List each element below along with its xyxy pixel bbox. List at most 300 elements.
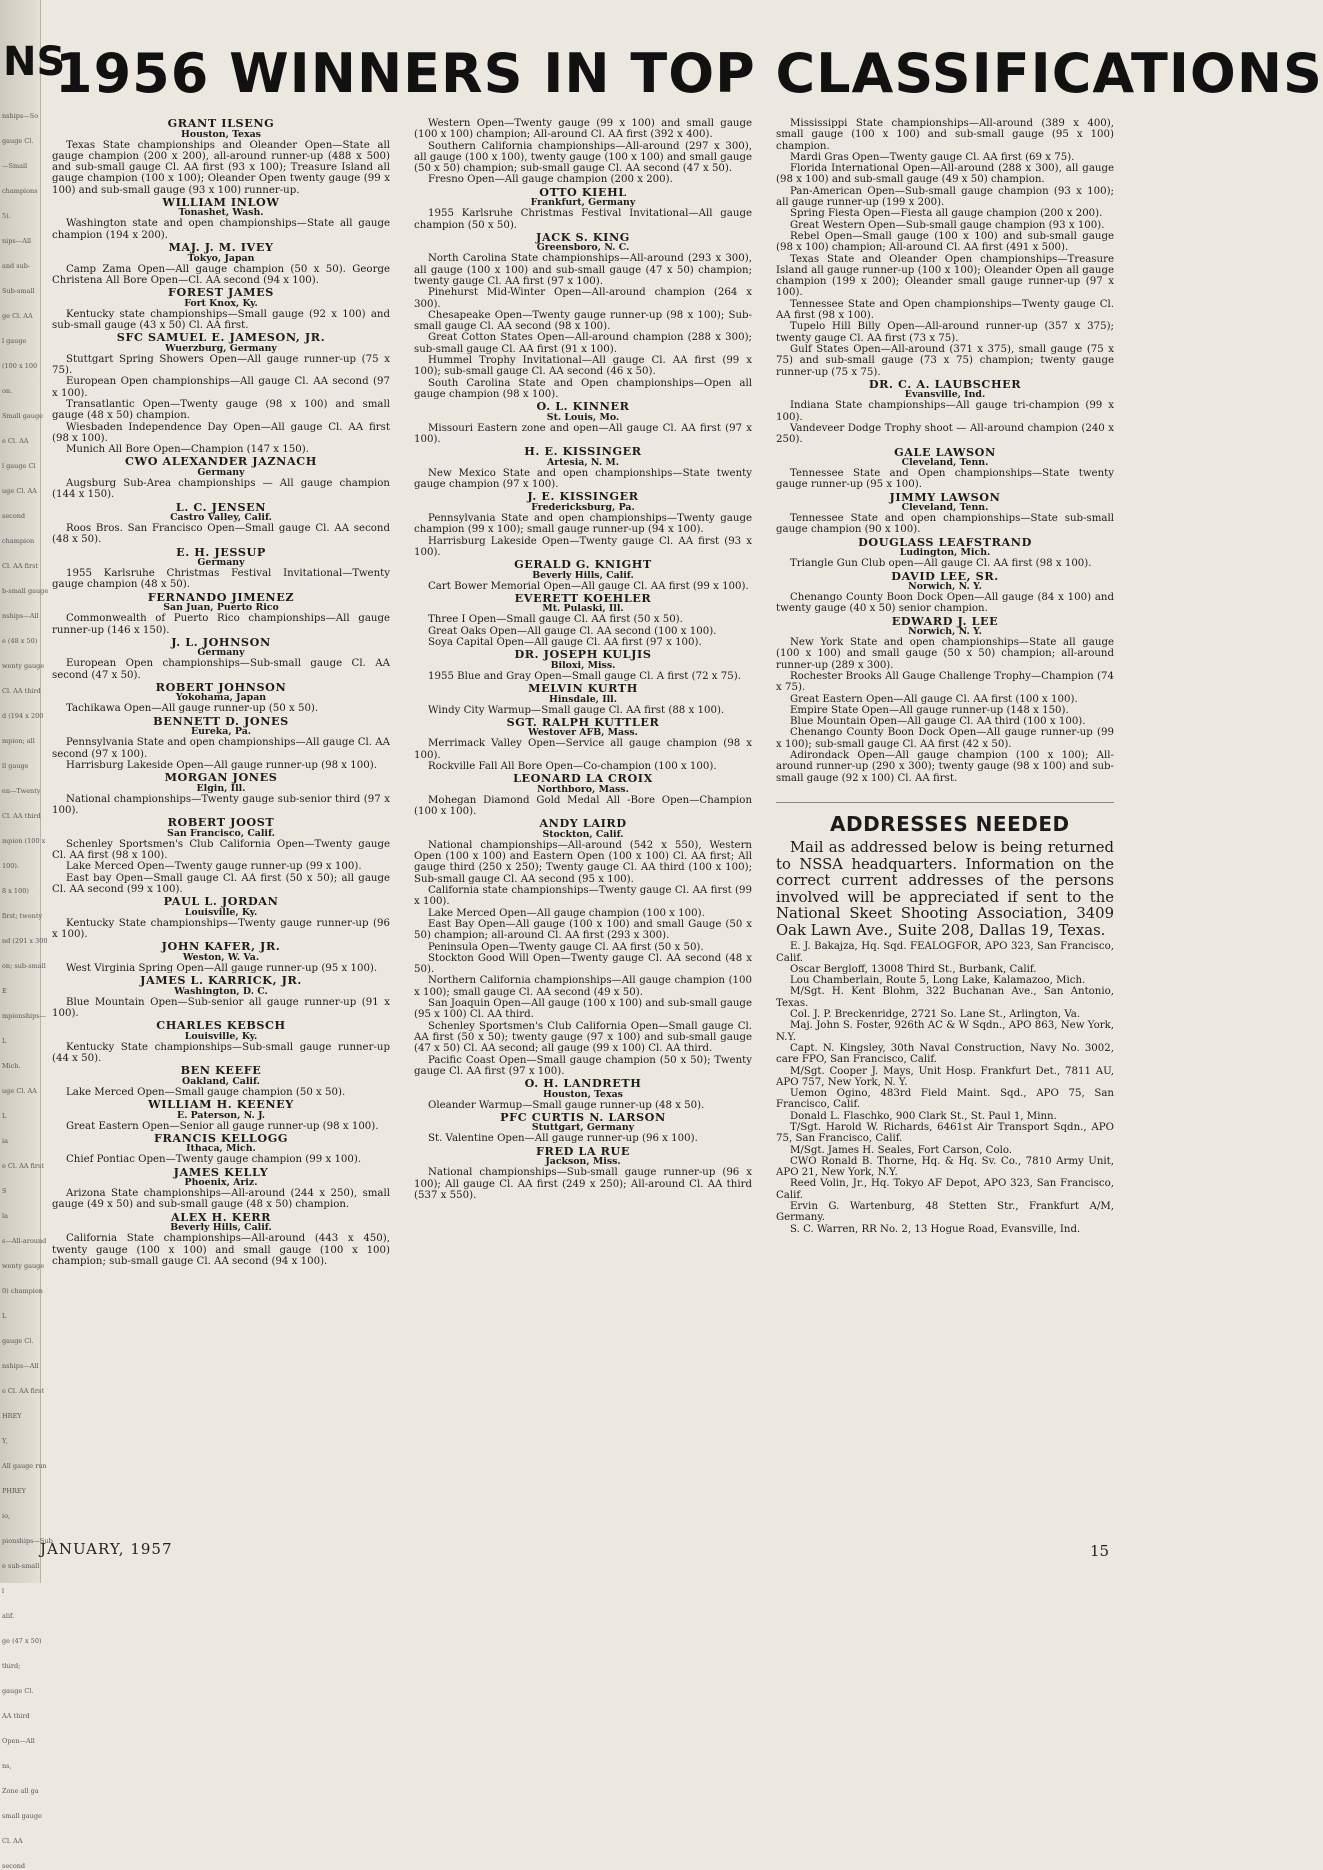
winner-result: South Carolina State and Open championships—Open all gauge champion (98 x 100).: [414, 377, 752, 400]
winner-entry: [52, 499, 390, 546]
winner-location: Frankfurt, Germany: [530, 197, 636, 209]
address-item: Donald L. Flaschko, 900 Clark St., St. Paul 1, Minn.: [790, 1110, 1057, 1122]
previous-page-fragment: Sub-small: [2, 287, 35, 295]
winner-name: FRED LA RUE: [536, 1143, 630, 1158]
previous-page-fragment: on.: [2, 387, 13, 395]
winner-result: Roos Bros. San Francisco Open—Small gauge Cl. AA second (48 x 50).: [52, 523, 390, 546]
addresses-intro: Mail as addressed below is being returned to NSSA headquarters. Information on the correct current addresses of the persons involved will be appreciated if sent to the National Skeet Shooting Association, 3409 Oak Lawn Ave., Suite 208, Dallas 19, Texas.: [776, 839, 1114, 939]
winner-result: Western Open—Twenty gauge (99 x 100) and small gauge (100 x 100) champion; All-around Cl. AA first (392 x 400).: [414, 118, 752, 141]
winner-result: Gulf States Open—All-around (371 x 375), small gauge (75 x 75) and sub-small gauge (73 x 75) champion; twenty gauge runner-up (75 x 75).: [776, 343, 1114, 378]
winner-name: EDWARD J. LEE: [891, 613, 999, 628]
winner-location: Stockton, Calif.: [542, 828, 624, 840]
winner-entry: [52, 772, 390, 816]
winner-entry: [414, 649, 752, 682]
previous-page-fragment: mpion; all: [2, 737, 35, 745]
winner-result: Missouri Eastern zone and open—All gauge Cl. AA first (97 x 100).: [414, 422, 752, 446]
winner-result: Augsburg Sub-Area championships — All gauge champion (144 x 150).: [52, 477, 390, 501]
footer-date: JANUARY, 1957: [40, 1540, 173, 1558]
winner-result: California State championships—All-around (443 x 450), twenty gauge (100 x 100) and small gauge (100 x 100) champion; sub-small gauge Cl. AA second (94 x 100).: [52, 1233, 390, 1267]
winner-result: Vandeveer Dodge Trophy shoot — All-around champion (240 x 250).: [776, 422, 1114, 446]
winner-location: Beverly Hills, Calif.: [170, 1222, 272, 1234]
previous-page-fragment: third;: [2, 1662, 21, 1670]
winner-result: Texas State championships and Oleander Open—State all gauge champion (200 x 200), all-around runner-up (488 x 500) and sub-small gauge Cl. AA first (93 x 100); Treasure Island all gauge champion (100 x 100); Oleander Open twenty gauge (99 x 100) and sub-small gauge (93 x 100) runner-up.: [52, 139, 390, 196]
winner-result: Munich All Bore Open—Champion (147 x 150).: [66, 444, 309, 456]
previous-page-fragment: first; twenty: [2, 912, 43, 920]
winner-entry: [776, 444, 1114, 491]
winner-entry: [52, 817, 390, 895]
previous-page-fragment: Mich.: [2, 1062, 21, 1070]
winner-result: Kentucky State championships—Sub-small gauge runner-up (44 x 50).: [52, 1041, 390, 1064]
winner-result: Peninsula Open—Twenty gauge Cl. AA first (50 x 50).: [428, 941, 704, 953]
winner-result: Chenango County Boon Dock Open—All gauge (84 x 100) and twenty gauge (40 x 50) senior champion.: [776, 592, 1114, 615]
winner-result: Merrimack Valley Open—Service all gauge champion (98 x 100).: [414, 738, 752, 761]
winner-location: St. Louis, Mo.: [546, 411, 620, 423]
previous-page-fragment: L: [2, 1312, 7, 1320]
winner-result: Great Eastern Open—All gauge Cl. AA first (100 x 100).: [790, 693, 1078, 705]
previous-page-fragment: nd (291 x 300: [2, 937, 48, 945]
previous-page-fragment: nips—All: [2, 237, 32, 245]
winner-location: Houston, Texas: [181, 128, 261, 140]
addresses-title: ADDRESSES NEEDED: [830, 811, 1070, 836]
winner-entry: [414, 491, 752, 558]
winner-location: Germany: [197, 466, 245, 478]
winner-entry: [776, 613, 1114, 784]
previous-page-fragment: nships—All: [2, 1362, 39, 1370]
previous-page-fragment: —Small: [2, 162, 28, 170]
winner-entry: [52, 1130, 390, 1166]
previous-page-fragment: wenty gauge: [2, 662, 45, 670]
previous-page-fragment: l gauge: [2, 337, 27, 345]
winner-name: FRANCIS KELLOGG: [153, 1130, 289, 1145]
winner-result: 1955 Karlsruhe Christmas Festival Invitational—All gauge champion (50 x 50).: [414, 208, 752, 231]
winner-result: Chesapeake Open—Twenty gauge runner-up (98 x 100); Sub-small gauge Cl. AA second (98 x 100).: [414, 309, 752, 333]
winner-name: SGT. RALPH KUTTLER: [506, 714, 660, 729]
winner-entry: [414, 118, 752, 186]
winner-entry: [776, 376, 1114, 446]
previous-page-fragment: wenty gauge: [2, 1262, 45, 1270]
winner-location: Yokohama, Japan: [175, 692, 267, 704]
winner-name: BEN KEEFE: [180, 1063, 262, 1078]
winner-result: National championships—Sub-small gauge runner-up (96 x 100); All gauge Cl. AA first (249 x 250); All-around Cl. AA third (537 x 550).: [414, 1167, 752, 1201]
winner-result: San Joaquin Open—All gauge (100 x 100) and sub-small gauge (95 x 100) Cl. AA third.: [414, 998, 752, 1021]
winner-result: Rebel Open—Small gauge (100 x 100) and sub-small gauge (98 x 100) champion; All-around Cl. AA first (491 x 500).: [776, 230, 1114, 254]
winner-entry: [52, 1065, 390, 1098]
previous-page-fragment: uge Cl. AA: [2, 487, 37, 495]
winner-name: BENNETT D. JONES: [153, 713, 289, 728]
winner-result: Southern California championships—All-around (297 x 300), all gauge (100 x 100), twenty gauge (100 x 100) and small gauge (50 x 50) champion; sub-small gauge Cl. AA second (47 x 50).: [414, 140, 752, 175]
winner-entry: [52, 679, 390, 715]
winner-entry: [414, 714, 752, 772]
winner-location: Westover AFB, Mass.: [528, 727, 638, 739]
winner-result: Adirondack Open—All gauge champion (100 x 100); All-around runner-up (290 x 300); twenty gauge (98 x 100) and sub-small gauge (92 x 100) Cl. AA first.: [776, 750, 1114, 784]
winner-result: Spring Fiesta Open—Fiesta all gauge champion (200 x 200).: [790, 208, 1103, 220]
winner-result: Camp Zama Open—All gauge champion (50 x 50). George Christena All Bore Open—Cl. AA second (94 x 100).: [52, 263, 390, 286]
winner-result: Tennessee State and Open championships—State twenty gauge runner-up (95 x 100).: [776, 468, 1114, 491]
winner-result: Commonwealth of Puerto Rico championships—All gauge runner-up (146 x 150).: [52, 613, 390, 636]
previous-page-fragment: 8 x 100): [2, 887, 29, 895]
winner-location: Fort Knox, Ky.: [184, 297, 258, 309]
winner-result: Schenley Sportsmen's Club California Open—Small gauge Cl. AA first (50 x 50); twenty gauge (97 x 100) and sub-small gauge (47 x 50) Cl. AA second; all gauge (99 x 100) Cl. AA third.: [414, 1020, 752, 1055]
winner-result: Chenango County Boon Dock Open—All gauge runner-up (99 x 100); sub-small gauge Cl. AA first (42 x 50).: [776, 727, 1114, 750]
previous-page-fragment: Open—All: [2, 1737, 35, 1745]
section-divider: [776, 802, 1114, 803]
previous-page-fragment: and sub-: [2, 262, 31, 270]
winner-location: Tonashet, Wash.: [178, 207, 264, 219]
winner-result: Stuttgart Spring Showers Open—All gauge runner-up (75 x 75).: [52, 353, 390, 377]
winner-entry: [52, 332, 390, 455]
winner-entry: [52, 242, 390, 286]
previous-page-fragment: NS: [3, 39, 66, 85]
winner-result: Mardi Gras Open—Twenty gauge Cl. AA first (69 x 75).: [790, 151, 1075, 163]
winner-result: Rochester Brooks All Gauge Challenge Trophy—Champion (74 x 75).: [776, 670, 1114, 694]
winner-result: North Carolina State championships—All-around (293 x 300), all gauge (100 x 100) and sub-small gauge (47 x 50) champion; twenty gauge Cl. AA first (97 x 100).: [414, 253, 752, 287]
winner-location: Biloxi, Miss.: [550, 659, 616, 671]
winner-name: PFC CURTIS N. LARSON: [500, 1109, 666, 1124]
address-item: S. C. Warren, RR No. 2, 13 Hogue Road, Evansville, Ind.: [790, 1223, 1081, 1235]
winner-result: Harrisburg Lakeside Open—Twenty gauge Cl. AA first (93 x 100).: [414, 535, 752, 558]
winner-result: Kentucky State championships—Twenty gauge runner-up (96 x 100).: [52, 917, 390, 940]
winner-entry: [52, 1209, 390, 1267]
winner-entry: [414, 559, 752, 592]
previous-page-fragment: b-small gauge: [2, 587, 49, 595]
address-item: E. J. Bakajza, Hq. Sqd. FEALOGFOR, APO 323, San Francisco, Calif.: [776, 941, 1114, 964]
winner-result: Great Cotton States Open—All-around champion (288 x 300); sub-small gauge Cl. AA first (91 x 100).: [414, 332, 752, 355]
winner-name: GERALD G. KNIGHT: [514, 557, 652, 572]
winner-name: GRANT ILSENG: [167, 116, 275, 130]
address-item: Ervin G. Wartenburg, 48 Stetten Str., Frankfurt A/M, Germany.: [776, 1201, 1114, 1224]
winner-name: DOUGLASS LEAFSTRAND: [858, 534, 1032, 549]
previous-page-fragment: second: [2, 512, 26, 520]
page-headline: 1956 WINNERS IN TOP CLASSIFICATIONS: [55, 42, 1323, 105]
winner-result: Texas State and Oleander Open championships—Treasure Island all gauge runner-up (100 x 100); Oleander Open all gauge champion (199 x 200); Oleander small gauge runner-up (97 x 100).: [776, 253, 1114, 299]
winner-entry: [414, 683, 752, 716]
winner-location: Northboro, Mass.: [537, 783, 629, 795]
winner-name: CWO ALEXANDER JAZNACH: [125, 454, 317, 469]
winner-location: Wuerzburg, Germany: [165, 342, 277, 354]
winner-location: Cleveland, Tenn.: [901, 502, 989, 514]
winner-entry: [414, 1078, 752, 1111]
winner-result: Schenley Sportsmen's Club California Open—Twenty gauge Cl. AA first (98 x 100).: [52, 838, 390, 861]
winner-result: Pan-American Open—Sub-small gauge champion (93 x 100); all gauge runner-up (199 x 200).: [776, 185, 1114, 209]
previous-page-fragment: l gauge Cl: [2, 462, 36, 470]
winner-location: Phoenix, Ariz.: [184, 1177, 258, 1189]
previous-page-fragment: PHREY: [2, 1487, 26, 1495]
previous-page-fragment: small gauge: [2, 1812, 42, 1820]
previous-page-fragment: E: [2, 987, 7, 995]
previous-page-fragment: uge Cl. AA: [2, 1087, 37, 1095]
winners-column-1: [52, 118, 390, 1268]
winner-entry: [52, 1164, 390, 1211]
previous-page-fragment: Small gauge: [2, 412, 43, 420]
winner-result: Pinehurst Mid-Winter Open—All-around champion (264 x 300).: [414, 287, 752, 310]
winner-location: Fredericksburg, Pa.: [531, 501, 635, 513]
previous-page-fragment: L: [2, 1037, 7, 1045]
winner-entry: [52, 456, 390, 500]
previous-page-edge: [0, 0, 66, 1870]
winner-result: Florida International Open—All-around (288 x 300), all gauge (98 x 100) and sub-small gauge (49 x 50) champion.: [776, 163, 1114, 186]
winner-result: Indiana State championships—All gauge tri-champion (99 x 100).: [776, 400, 1114, 423]
winner-name: MORGAN JONES: [164, 770, 278, 785]
winner-location: Louisville, Ky.: [184, 1030, 258, 1042]
winner-result: Northern California championships—All gauge champion (100 x 100); small gauge Cl. AA second (49 x 50).: [414, 975, 752, 998]
winner-result: Great Oaks Open—All gauge Cl. AA second (100 x 100).: [428, 625, 717, 637]
winner-result: Lake Merced Open—Twenty gauge runner-up (99 x 100).: [66, 861, 362, 873]
winner-result: New Mexico State and open championships—State twenty gauge champion (97 x 100).: [414, 467, 752, 491]
winner-result: Tupelo Hill Billy Open—All-around runner-up (357 x 375); twenty gauge Cl. AA first (73 x 75).: [776, 321, 1114, 344]
winner-entry: [776, 489, 1114, 536]
winner-result: Windy City Warmup—Small gauge Cl. AA first (88 x 100).: [428, 704, 725, 716]
previous-page-fragment: 100).: [2, 862, 20, 870]
winner-location: Ithaca, Mich.: [186, 1143, 256, 1155]
winner-name: JOHN KAFER, JR.: [161, 939, 281, 954]
previous-page-fragment: io,: [2, 1512, 11, 1520]
winner-entry: [414, 401, 752, 445]
winner-location: Stuttgart, Germany: [531, 1122, 635, 1134]
winner-result: St. Valentine Open—All gauge runner-up (96 x 100).: [428, 1133, 698, 1145]
previous-page-fragment: e Cl. AA first: [2, 1387, 44, 1395]
address-item: Lou Chamberlain, Route 5, Long Lake, Kalamazoo, Mich.: [790, 975, 1086, 987]
winner-name: ROBERT JOOST: [167, 815, 275, 830]
winner-result: Washington state and open championships—State all gauge champion (194 x 200).: [52, 218, 390, 241]
address-item: Uemon Ogino, 483rd Field Maint. Sqd., APO 75, San Francisco, Calif.: [776, 1088, 1114, 1111]
winner-result: Blue Mountain Open—All gauge Cl. AA third (100 x 100).: [790, 716, 1086, 728]
winner-name: ROBERT JOHNSON: [155, 679, 287, 694]
winners-column-3: [776, 118, 1114, 1235]
winner-name: L. C. JENSEN: [175, 499, 267, 514]
winner-entry: [52, 1020, 390, 1064]
winner-name: O. L. KINNER: [536, 399, 630, 414]
previous-page-fragment: ge (47 x 50): [2, 1637, 42, 1645]
winner-entry: [52, 118, 390, 196]
winner-name: PAUL L. JORDAN: [163, 894, 279, 909]
winner-location: San Francisco, Calif.: [167, 827, 275, 839]
winners-column-2: [414, 118, 752, 1202]
winner-entry: [776, 118, 1114, 378]
winner-result: European Open championships—All gauge Cl. AA second (97 x 100).: [52, 376, 390, 399]
winner-result: Tennessee State and Open championships—Twenty gauge Cl. AA first (98 x 100).: [776, 298, 1114, 322]
winner-name: CHARLES KEBSCH: [156, 1018, 286, 1033]
winner-result: Mohegan Diamond Gold Medal All -Bore Open—Champion (100 x 100).: [414, 794, 752, 818]
winner-location: Jackson, Miss.: [545, 1156, 621, 1168]
address-item: Capt. N. Kingsley, 30th Naval Construction, Navy No. 3002, care FPO, San Francisco, Calif.: [776, 1042, 1114, 1066]
winner-name: J. L. JOHNSON: [171, 634, 271, 649]
winner-name: FOREST JAMES: [168, 285, 274, 300]
previous-page-fragment: Cl. AA third: [2, 687, 41, 695]
winner-result: Pennsylvania State and open championships—All gauge Cl. AA second (97 x 100).: [52, 737, 390, 760]
winner-entry: [414, 229, 752, 400]
winner-result: Fresno Open—All gauge champion (200 x 200).: [428, 174, 673, 186]
winner-entry: [52, 713, 390, 771]
winner-result: Hummel Trophy Invitational—All gauge Cl. AA first (99 x 100); sub-small gauge Cl. AA second (46 x 50).: [414, 355, 752, 378]
winner-location: Louisville, Ky.: [184, 906, 258, 918]
winner-location: Germany: [197, 647, 245, 659]
previous-page-fragment: L: [2, 1112, 7, 1120]
winner-name: H. E. KISSINGER: [524, 444, 642, 459]
winner-entry: [776, 568, 1114, 615]
winner-location: Eureka, Pa.: [190, 726, 252, 738]
winner-location: Greensboro, N. C.: [536, 242, 630, 254]
winner-location: Tokyo, Japan: [187, 252, 255, 264]
previous-page-fragment: S: [2, 1187, 7, 1195]
winner-name: GALE LAWSON: [894, 444, 996, 459]
winner-result: Tachikawa Open—All gauge runner-up (50 x 50).: [66, 703, 319, 715]
winner-entry: [52, 287, 390, 331]
winner-result: Tennessee State and open championships—State sub-small gauge champion (90 x 100).: [776, 513, 1114, 536]
winner-name: DR. JOSEPH KULJIS: [514, 647, 652, 662]
winner-entry: [776, 534, 1114, 570]
previous-page-fragment: ge Cl. AA: [2, 312, 33, 320]
winner-location: Ludington, Mich.: [899, 547, 991, 559]
winner-result: West Virginia Spring Open—All gauge runner-up (95 x 100).: [66, 962, 378, 974]
previous-page-fragment: en—Twenty: [2, 787, 41, 795]
previous-page-fragment: 0) champion: [2, 1287, 43, 1295]
address-item: M/Sgt. Cooper J. Mays, Unit Hosp. Frankfurt Det., 7811 AU, APO 757, New York, N. Y.: [776, 1065, 1114, 1088]
previous-page-fragment: champions: [2, 187, 38, 195]
winner-entry: [414, 446, 752, 490]
winner-name: O. H. LANDRETH: [524, 1076, 642, 1091]
winner-result: Great Eastern Open—Senior all gauge runner-up (98 x 100).: [66, 1120, 379, 1132]
address-item: Reed Volin, Jr., Hq. Tokyo AF Depot, APO 323, San Francisco, Calif.: [776, 1178, 1114, 1201]
winner-name: DR. C. A. LAUBSCHER: [868, 376, 1022, 391]
address-item: M/Sgt. James H. Seales, Fort Carson, Colo.: [790, 1144, 1013, 1156]
winner-name: OTTO KIEHL: [539, 184, 627, 199]
address-item: Col. J. P. Breckenridge, 2721 So. Lane St., Arlington, Va.: [790, 1009, 1081, 1021]
winner-entry: [414, 818, 752, 1077]
winner-location: San Juan, Puerto Rico: [163, 602, 279, 614]
winner-result: Oleander Warmup—Small gauge runner-up (48 x 50).: [428, 1099, 705, 1111]
winner-location: Germany: [197, 557, 245, 569]
winner-result: National championships—Twenty gauge sub-senior third (97 x 100).: [52, 793, 390, 816]
winner-entry: [52, 589, 390, 636]
winner-result: Chief Pontiac Open—Twenty gauge champion (99 x 100).: [66, 1154, 362, 1166]
winner-name: SFC SAMUEL E. JAMESON, JR.: [116, 330, 326, 345]
winner-result: Lake Merced Open—Small gauge champion (50 x 50).: [66, 1086, 346, 1098]
address-item: Maj. John S. Foster, 926th AC & W Sqdn., APO 863, New York, N.Y.: [776, 1020, 1114, 1043]
winner-result: Pennsylvania State and open championships—Twenty gauge champion (99 x 100); small gauge runner-up (94 x 100).: [414, 512, 752, 536]
winner-result: 1955 Blue and Gray Open—Small gauge Cl. A first (72 x 75).: [428, 670, 741, 682]
winner-name: JAMES KELLY: [173, 1164, 269, 1179]
winner-location: Artesia, N. M.: [546, 456, 620, 468]
address-item: Oscar Bergloff, 13008 Third St., Burbank, Calif.: [790, 963, 1037, 975]
winner-name: FERNANDO JIMENEZ: [147, 589, 295, 604]
winner-entry: [414, 1143, 752, 1201]
winner-name: J. E. KISSINGER: [527, 489, 639, 504]
winner-result: East bay Open—Small gauge Cl. AA first (50 x 50); all gauge Cl. AA second (99 x 100).: [52, 872, 390, 895]
winner-name: WILLIAM INLOW: [162, 194, 280, 209]
winner-location: Weston, W. Va.: [182, 951, 260, 963]
winner-result: Blue Mountain Open—Sub-senior all gauge runner-up (91 x 100).: [52, 996, 390, 1019]
winner-result: Arizona State championships—All-around (244 x 250), small gauge (49 x 50) and sub-small gauge (48 x 50) champion.: [52, 1188, 390, 1211]
winner-name: MELVIN KURTH: [528, 681, 638, 696]
previous-page-fragment: gauge Cl.: [2, 137, 34, 145]
previous-page-fragment: champion: [2, 537, 35, 545]
winner-name: ANDY LAIRD: [539, 816, 627, 831]
winner-entry: [414, 773, 752, 817]
winner-entry: [52, 194, 390, 241]
previous-page-fragment: ll gauge: [2, 762, 29, 770]
previous-page-fragment: AA third: [2, 1712, 30, 1720]
winner-result: Lake Merced Open—All gauge champion (100 x 100).: [428, 907, 705, 919]
winner-name: JIMMY LAWSON: [889, 489, 1001, 504]
winner-entry: [414, 1109, 752, 1145]
previous-page-fragment: 5).: [2, 212, 11, 220]
winner-name: MAJ. J. M. IVEY: [168, 240, 274, 255]
winner-name: EVERETT KOEHLER: [514, 590, 652, 605]
winner-result: Empire State Open—All gauge runner-up (148 x 150).: [790, 704, 1069, 716]
winner-entry: [52, 975, 390, 1019]
winner-location: Oakland, Calif.: [182, 1075, 260, 1087]
winner-result: 1955 Karlsruhe Christmas Festival Invitational—Twenty gauge champion (48 x 50).: [52, 568, 390, 591]
winner-entry: [52, 544, 390, 591]
winner-result: European Open championships—Sub-small gauge Cl. AA second (47 x 50).: [52, 658, 390, 681]
winners-column-3-entries: [776, 118, 1114, 784]
winner-name: E. H. JESSUP: [176, 544, 266, 559]
previous-page-fragment: second: [2, 1862, 26, 1870]
winner-name: WILLIAM H. KEENEY: [148, 1097, 294, 1112]
winner-location: Mt. Pulaski, Ill.: [542, 603, 624, 615]
winner-location: Houston, Texas: [543, 1088, 623, 1100]
previous-page-fragment: HREY: [2, 1412, 22, 1420]
previous-page-fragment: e Cl. AA: [2, 437, 29, 445]
previous-page-fragment: Y,: [2, 1437, 8, 1445]
winner-location: Beverly Hills, Calif.: [532, 569, 634, 581]
previous-page-fragment: e sub-small: [2, 1562, 40, 1570]
winner-entry: [414, 590, 752, 648]
winner-name: DAVID LEE, SR.: [891, 568, 999, 583]
previous-page-fragment: gauge Cl.: [2, 1337, 34, 1345]
page-number: 15: [1090, 1542, 1110, 1560]
winner-result: Soya Capital Open—All gauge Cl. AA first (97 x 100).: [428, 637, 702, 648]
winner-result: National championships—All-around (542 x 550), Western Open (100 x 100) and Eastern Open (100 x 100) Cl. AA first; All gauge third (250 x 250); Twenty gauge Cl. AA third (100 x 100); Sub-small gauge Cl. AA second (95 x 100).: [414, 839, 752, 885]
previous-page-fragment: mpion (100 x: [2, 837, 46, 845]
winner-result: Transatlantic Open—Twenty gauge (98 x 100) and small gauge (48 x 50) champion.: [52, 398, 390, 422]
previous-page-fragment: nships—All: [2, 612, 39, 620]
winner-entry: [414, 184, 752, 231]
previous-page-fragment: nships—So: [2, 112, 39, 120]
winner-name: JAMES L. KARRICK, JR.: [140, 973, 302, 988]
previous-page-fragment: Cl. AA first: [2, 562, 39, 570]
previous-page-fragment: alif.: [2, 1612, 15, 1620]
previous-page-fragment: e Cl. AA first: [2, 1162, 44, 1170]
previous-page-fragment: d (194 x 200: [2, 712, 44, 720]
address-item: M/Sgt. H. Kent Blohm, 322 Buchanan Ave., San Antonio, Texas.: [776, 986, 1114, 1009]
previous-page-fragment: Cl. AA third: [2, 812, 41, 820]
previous-page-fragment: Cl. AA: [2, 1837, 23, 1845]
winner-result: California state championships—Twenty gauge Cl. AA first (99 x 100).: [414, 885, 752, 908]
winner-result: New York State and open championships—State all gauge (100 x 100) and small gauge (50 x 50) champion; all-around runner-up (289 x 300).: [776, 637, 1114, 671]
address-item: CWO Ronald B. Thorne, Hq. & Hq. Sv. Co., 7810 Army Unit, APO 21, New York, N.Y.: [776, 1155, 1114, 1179]
previous-page-fragment: ia: [2, 1137, 8, 1145]
winner-result: Harrisburg Lakeside Open—All gauge runner-up (98 x 100).: [66, 759, 377, 771]
winner-name: LEONARD LA CROIX: [513, 771, 653, 786]
winner-location: Norwich, N. Y.: [908, 581, 982, 592]
winner-location: Washington, D. C.: [174, 985, 268, 997]
winner-result: East Bay Open—All gauge (100 x 100) and small Gauge (50 x 50) champion; all-around Cl. AA first (293 x 300).: [414, 918, 752, 942]
previous-page-fragment: (100 x 100: [2, 362, 38, 370]
winner-result: Wiesbaden Independence Day Open—All gauge Cl. AA first (98 x 100).: [52, 421, 390, 444]
previous-page-fragment: la: [2, 1212, 8, 1220]
winner-location: Elgin, Ill.: [196, 782, 246, 794]
winner-entry: [52, 941, 390, 974]
winner-result: Great Western Open—Sub-small gauge champion (93 x 100).: [790, 219, 1105, 231]
previous-page-fragment: on; sub-small: [2, 962, 46, 970]
addresses-list: [776, 941, 1114, 1235]
winner-result: Three I Open—Small gauge Cl. AA first (50 x 50).: [428, 614, 683, 626]
previous-page-fragment: l: [2, 1587, 5, 1595]
previous-page-fragment: s—All-around: [2, 1237, 47, 1245]
previous-page-fragment: pionships—Sub: [2, 1537, 53, 1545]
previous-page-fragment: Zone all ga: [2, 1787, 39, 1795]
